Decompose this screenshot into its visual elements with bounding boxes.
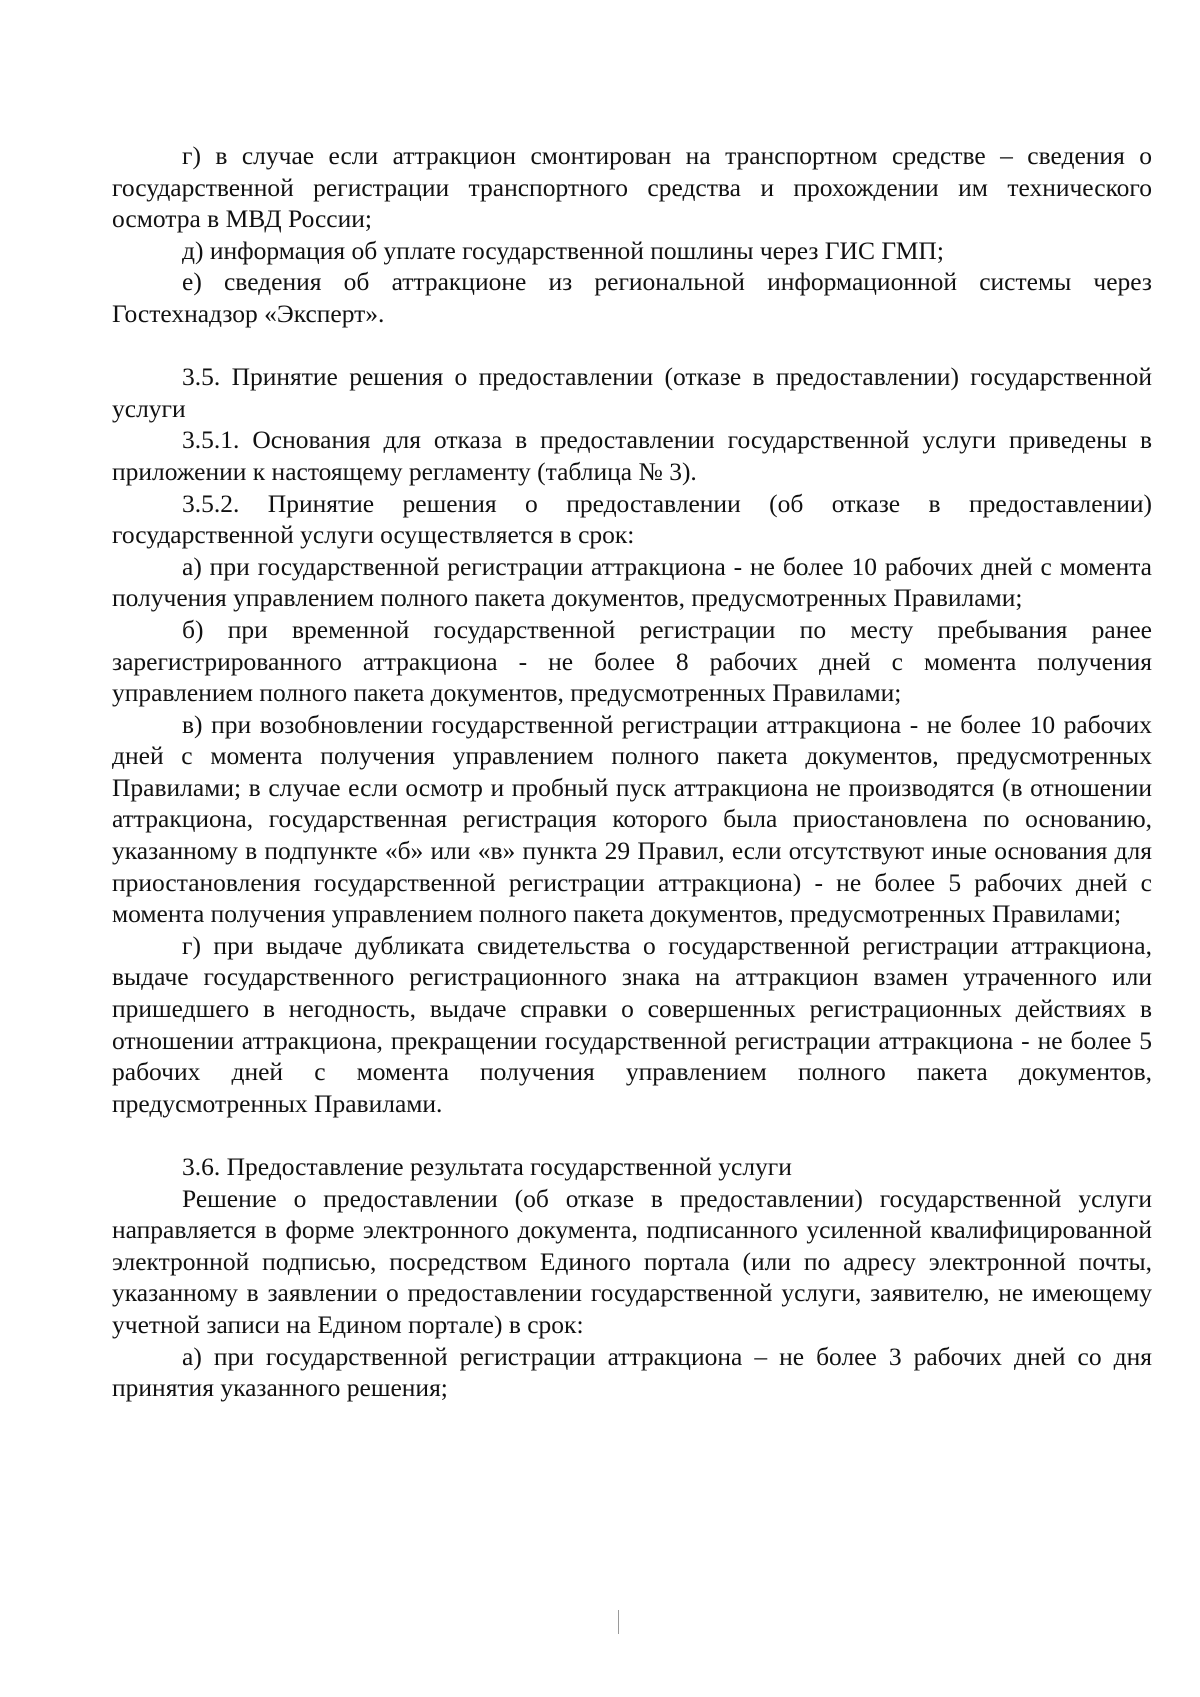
paragraph-3-5-1: 3.5.1. Основания для отказа в предоставлении государственной услуги приведены в приложении к настоящему регламенту (таблица № 3). — [112, 425, 1152, 486]
section-heading-3-6: 3.6. Предоставление результата государственной услуги — [182, 1152, 792, 1181]
document-body — [112, 140, 1152, 1404]
paragraph-3-5-2-v: в) при возобновлении государственной регистрации аттракциона - не более 10 рабочих дней с момента получения управлением полного пакета документов, предусмотренных Правилами; в случае если осмотр и пробный пуск аттракциона не производятся (в отношении аттракциона, государственная регистрация которого была приостановлена по основанию, указанному в подпункте «б» или «в» пункта 29 Правил, если отсутствуют иные основания для приостановления государственной регистрации аттракциона) - не более 5 рабочих дней с момента получения управлением полного пакета документов, предусмотренных Правилами; — [112, 709, 1152, 929]
paragraph-3-5-2-g: г) при выдаче дубликата свидетельства о государственной регистрации аттракциона, выдаче государственного регистрационного знака на аттракцион взамен утраченного или пришедшего в негодность, выдаче справки о совершенных регистрационных действиях в отношении аттракциона, прекращении государственной регистрации аттракциона - не более 5 рабочих дней с момента получения управлением полного пакета документов, предусмотренных Правилами. — [112, 930, 1152, 1118]
paragraph-3-6-main: Решение о предоставлении (об отказе в предоставлении) государственной услуги направляется в форме электронного документа, подписанного усиленной квалифицированной электронной подписью, посредством Единого портала (или по адресу электронной почты, указанному в заявлении о предоставлении государственной услуги, заявителю, не имеющему учетной записи на Едином портале) в срок: — [112, 1183, 1152, 1339]
paragraph-3-4-g: г) в случае если аттракцион смонтирован на транспортном средстве – сведения о государственной регистрации транспортного средства и прохождении им технического осмотра в МВД России; — [112, 141, 1152, 234]
section-heading-3-5: 3.5. Принятие решения о предоставлении (отказе в предоставлении) государственной услуги — [112, 362, 1152, 423]
paragraph-3-5-2-b: б) при временной государственной регистрации по месту пребывания ранее зарегистрированного аттракциона - не более 8 рабочих дней с момента получения управлением полного пакета документов, предусмотренных Правилами; — [112, 614, 1152, 708]
paragraph-3-4-d: д) информация об уплате государственной пошлины через ГИС ГМП; — [182, 235, 944, 265]
paragraph-3-4-e: е) сведения об аттракционе из региональной информационной системы через Гостехнадзор «Эксперт». — [112, 267, 1152, 328]
paragraph-3-5-2: 3.5.2. Принятие решения о предоставлении (об отказе в предоставлении) государственной услуги осуществляется в срок: — [112, 488, 1152, 550]
paragraph-3-5-2-a: а) при государственной регистрации аттракциона - не более 10 рабочих дней с момента получения управлением полного пакета документов, предусмотренных Правилами; — [112, 551, 1152, 613]
scan-mark — [618, 1610, 619, 1634]
paragraph-3-6-a: а) при государственной регистрации аттракциона – не более 3 рабочих дней со дня принятия указанного решения; — [112, 1341, 1152, 1403]
